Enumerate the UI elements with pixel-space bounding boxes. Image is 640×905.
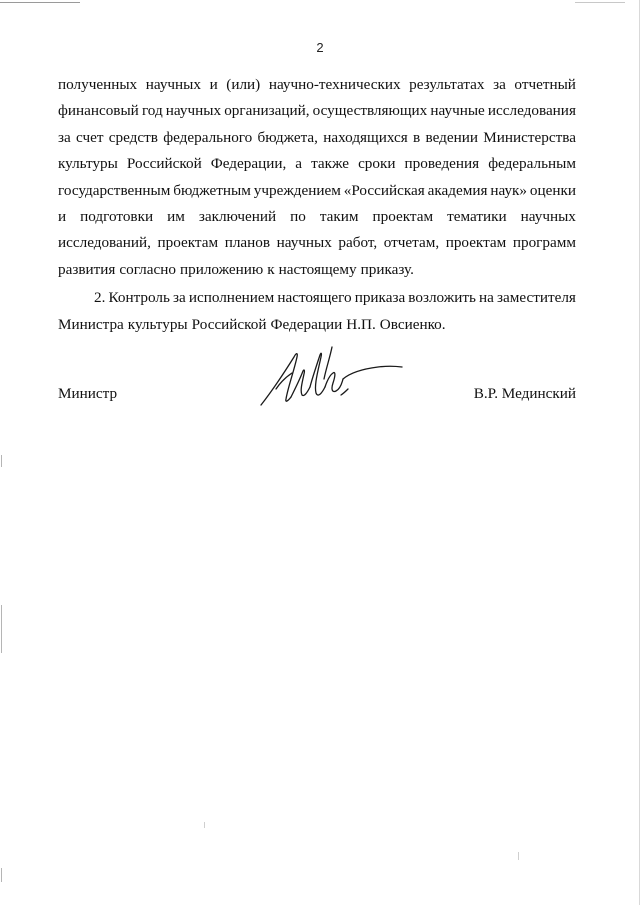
word: к [267,260,275,278]
word: учреждением [253,181,341,199]
word: финансовый [58,102,139,120]
word: проектам [157,234,219,252]
word: Российской [126,155,202,173]
word: подготовки [80,207,154,225]
word: Н.П. [346,315,376,333]
word: полученных [58,76,138,93]
word: счет [76,128,104,146]
word: Федерации, [210,155,287,173]
word: культуры [58,155,118,173]
word: настоящему [278,260,357,278]
word: проектам [372,207,434,225]
word: Федерации [270,315,343,333]
word: развития [58,260,116,278]
word: академия [427,181,488,199]
word: тематики [447,207,507,225]
word: приложению [179,260,264,278]
text-line [58,178,576,204]
word: сроки [358,155,396,173]
text-line [58,151,576,177]
signatory-title: Министр [58,385,118,402]
scan-edge-artifact [575,2,625,3]
word: заместителя [496,289,576,307]
word: им [167,207,185,225]
word: год [141,102,163,120]
scan-edge-artifact [204,822,205,828]
text-line [58,72,576,98]
word: в [413,128,421,146]
word: федеральным [488,155,576,173]
word: и [58,207,67,225]
word: организаций, [224,102,310,120]
document-body [58,72,576,338]
word: «Российская [343,181,425,199]
word: возложить [408,289,476,307]
text-line [58,98,576,124]
word: за [173,289,186,307]
scan-edge-artifact [1,605,2,653]
word: находящихся [323,128,408,146]
word: таким [319,207,359,225]
word: научно-технических [268,76,401,93]
paragraph-1 [58,72,576,283]
text-line [58,125,576,151]
word: оценки [529,181,576,199]
word: проектам [445,234,507,252]
scan-edge-artifact [1,455,2,467]
word: бюджета, [257,128,318,146]
word: результатах [409,76,485,93]
word: за [58,128,71,146]
word: Министра [58,315,124,333]
word: исследования [487,102,576,120]
word: научных [165,102,222,120]
word: научных [276,234,332,252]
text-line [58,257,576,283]
word: 2. [94,289,106,307]
word: бюджетным [173,181,251,199]
word: (или) [226,76,261,93]
scan-edge-artifact [1,868,2,882]
word: заключений [198,207,277,225]
text-line [58,285,576,311]
word: Министерства [483,128,576,146]
word: планов [224,234,271,252]
text-line [58,204,576,230]
scan-edge-artifact [0,2,80,3]
word: научных [145,76,201,93]
word: исследований, [58,234,151,252]
word: научных [520,207,576,225]
word: федерального [163,128,253,146]
text-line [58,312,576,338]
scan-edge-artifact [518,852,519,860]
word: осуществляющих [312,102,428,120]
word: а [295,155,303,173]
word: исполнением [188,289,275,307]
word: отчетный [514,76,576,93]
word: Контроль [108,289,170,307]
word: культуры [127,315,188,333]
word: наук» [490,181,528,199]
word: научные [430,102,485,120]
word: также [311,155,350,173]
word: приказу. [360,260,414,278]
signature-block [58,385,576,409]
word: и [209,76,218,93]
word: приказа [354,289,406,307]
word: ведении [425,128,478,146]
word: по [290,207,306,225]
signatory-name: В.Р. Мединский [473,385,576,402]
word: Овсиенко. [379,315,446,333]
word: программ [512,234,576,252]
word: на [479,289,494,307]
word: настоящего [277,289,352,307]
word: проведения [404,155,480,173]
word: согласно [119,260,176,278]
paragraph-2 [58,285,576,338]
word: государственным [58,181,171,199]
text-line [58,230,576,256]
word: за [493,76,506,93]
word: Российской [191,315,267,333]
word: работ, [338,234,378,252]
page-number: 2 [316,40,324,55]
word: средств [108,128,158,146]
word: отчетам, [383,234,440,252]
